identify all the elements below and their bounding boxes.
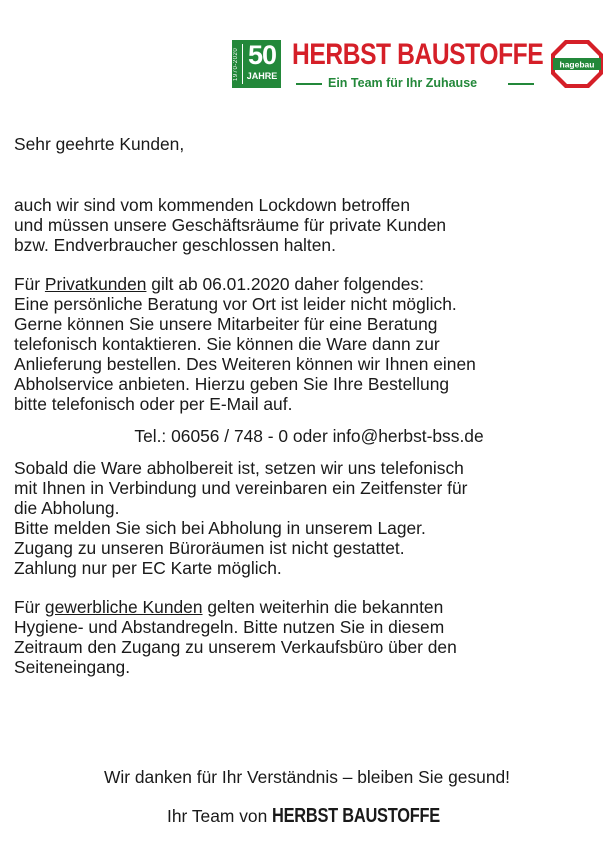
letter-body <box>14 134 604 714</box>
tagline <box>296 76 538 90</box>
anniversary-word: JAHRE <box>246 71 278 81</box>
business-customers-paragraph <box>14 597 604 677</box>
private-line: Abholservice anbieten. Hierzu geben Sie Ihre Bestellung <box>14 374 450 394</box>
business-line: Zeitraum den Zugang zu unserem Verkaufsbüro über den <box>14 637 457 657</box>
company-name-logo: HERBST BAUSTOFFE <box>292 38 544 71</box>
private-line: Gerne können Sie unsere Mitarbeiter für eine Beratung <box>14 314 438 334</box>
anniversary-years: 1970-2020 <box>233 47 239 81</box>
pickup-line: Zahlung nur per EC Karte möglich. <box>14 558 282 578</box>
closing-line: Wir danken für Ihr Verständnis – bleiben Sie gesund! <box>103 767 511 787</box>
private-customers-paragraph <box>14 274 604 414</box>
hagebau-logo-text: hagebau <box>559 59 595 70</box>
badge-divider <box>242 44 243 84</box>
tagline-text: Ein Team für Ihr Zuhause <box>328 76 478 90</box>
contact-info: Tel.: 06056 / 748 - 0 oder info@herbst-bss.de <box>134 426 484 446</box>
intro-paragraph <box>14 195 604 255</box>
business-suffix: gelten weiterhin die bekannten <box>202 597 444 617</box>
business-customers-keyword: gewerbliche Kunden <box>44 597 203 617</box>
business-line: Hygiene- und Abstandregeln. Bitte nutzen Sie in diesem <box>14 617 445 637</box>
anniversary-badge <box>232 40 281 88</box>
private-line: telefonisch kontaktieren. Sie können die Ware dann zur <box>14 334 440 354</box>
tagline-rule-left <box>296 83 322 85</box>
pickup-paragraph <box>14 458 604 578</box>
pickup-line: die Abholung. <box>14 498 120 518</box>
hagebau-logo <box>549 38 605 90</box>
tagline-rule-right <box>508 83 534 85</box>
signoff-prefix: Ihr Team von <box>167 806 273 826</box>
private-line: Anlieferung bestellen. Des Weiteren können wir Ihnen einen <box>14 354 476 374</box>
private-customers-keyword: Privatkunden <box>44 274 147 294</box>
letterhead <box>0 38 614 98</box>
intro-line: auch wir sind vom kommenden Lockdown betroffen <box>14 195 411 215</box>
intro-line: und müssen unsere Geschäftsräume für private Kunden <box>14 215 447 235</box>
business-line: Seiteneingang. <box>14 657 131 677</box>
pickup-line: Zugang zu unseren Büroräumen ist nicht gestattet. <box>14 538 405 558</box>
anniversary-number: 50 <box>247 40 277 70</box>
signoff-brand: HERBST BAUSTOFFE <box>272 805 441 827</box>
private-prefix: Für <box>14 274 45 294</box>
business-prefix: Für <box>14 597 45 617</box>
pickup-line: mit Ihnen in Verbindung und vereinbaren ein Zeitfenster für <box>14 478 468 498</box>
private-line: bitte telefonisch oder per E-Mail auf. <box>14 394 293 414</box>
pickup-line: Bitte melden Sie sich bei Abholung in unserem Lager. <box>14 518 426 538</box>
intro-line: bzw. Endverbraucher geschlossen halten. <box>14 235 336 255</box>
private-line: Eine persönliche Beratung vor Ort ist leider nicht möglich. <box>14 294 457 314</box>
pickup-line: Sobald die Ware abholbereit ist, setzen wir uns telefonisch <box>14 458 464 478</box>
private-suffix: gilt ab 06.01.2020 daher folgendes: <box>146 274 424 294</box>
signoff <box>0 804 614 828</box>
greeting: Sehr geehrte Kunden, <box>14 134 185 154</box>
